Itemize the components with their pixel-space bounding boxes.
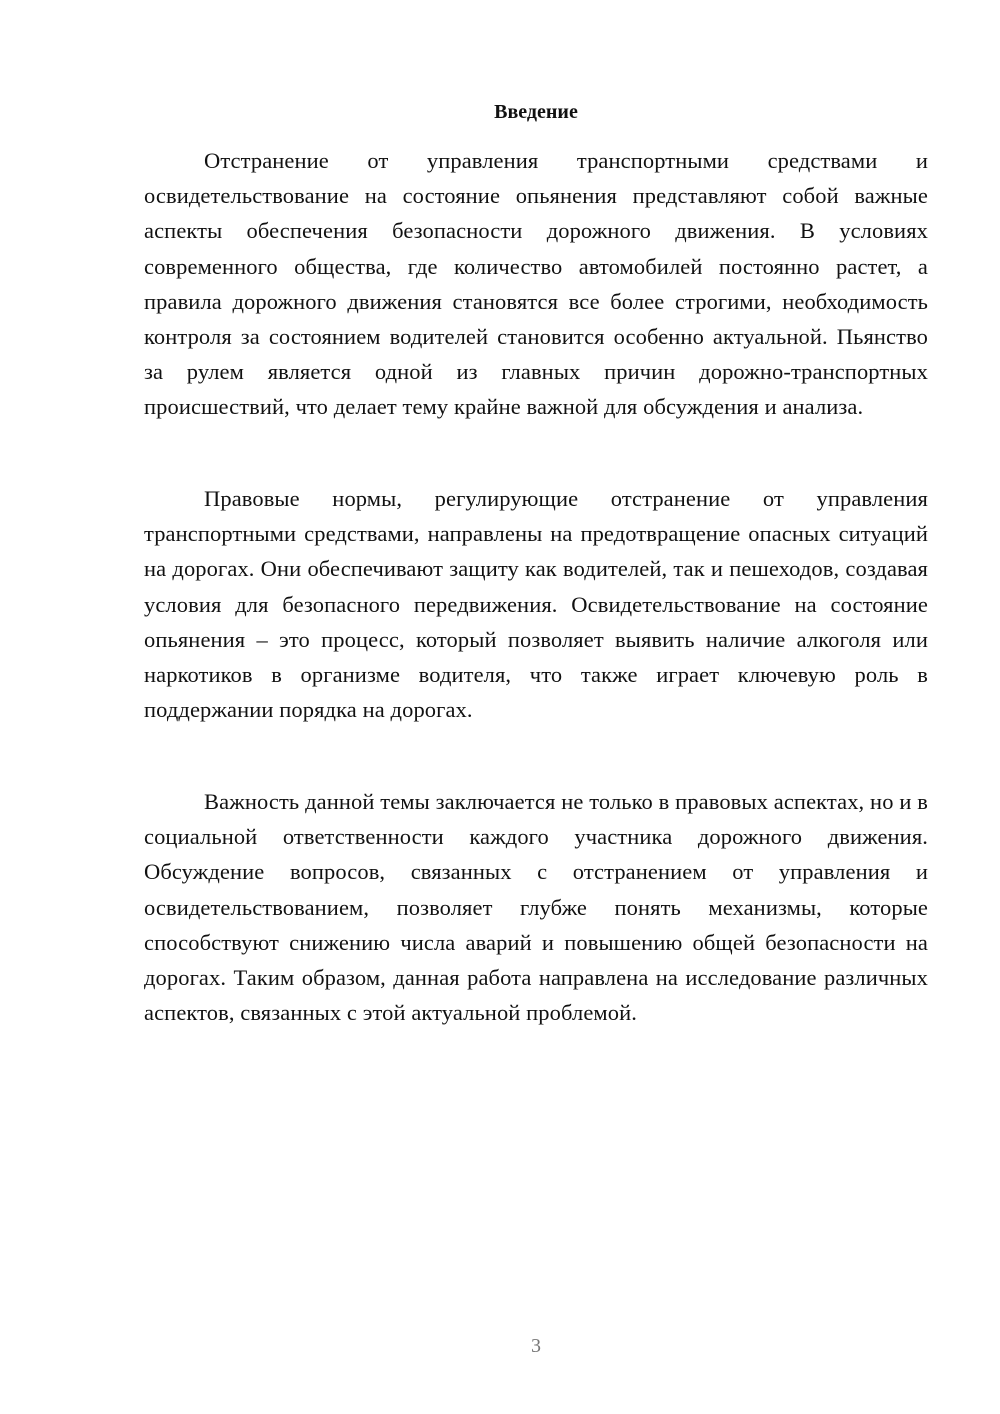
section-heading: Введение — [494, 101, 578, 123]
paragraph-1: Отстранение от управления транспортными средствами и освидетельствование на состояние опьянения представляют собой важные аспекты обеспечения безопасности дорожного движения. В условиях современного общества, где количество автомобилей постоянно растет, а правила дорожного движения становятся все более строгими, необходимость контроля за состоянием водителей становится особенно актуальной. Пьянство за рулем является одной из главных причин дорожно-транспортных происшествий, что делает тему крайне важной для обсуждения и анализа. — [144, 148, 928, 420]
page-number: 3 — [531, 1335, 541, 1357]
paragraph-3: Важность данной темы заключается не только в правовых аспектах, но и в социальной ответственности каждого участника дорожного движения. Обсуждение вопросов, связанных с отстранением от управления и освидетельствованием, позволяет глубже понять механизмы, которые способствуют снижению числа аварий и повышению общей безопасности на дорогах. Таким образом, данная работа направлена на исследование различных аспектов, связанных с этой актуальной проблемой. — [144, 789, 928, 1026]
paragraph-2: Правовые нормы, регулирующие отстранение от управления транспортными средствами, направлены на предотвращение опасных ситуаций на дорогах. Они обеспечивают защиту как водителей, так и пешеходов, создавая условия для безопасного передвижения. Освидетельствование на состояние опьянения – это процесс, который позволяет выявить наличие алкоголя или наркотиков в организме водителя, что также играет ключевую роль в поддержании порядка на дорогах. — [144, 486, 928, 723]
